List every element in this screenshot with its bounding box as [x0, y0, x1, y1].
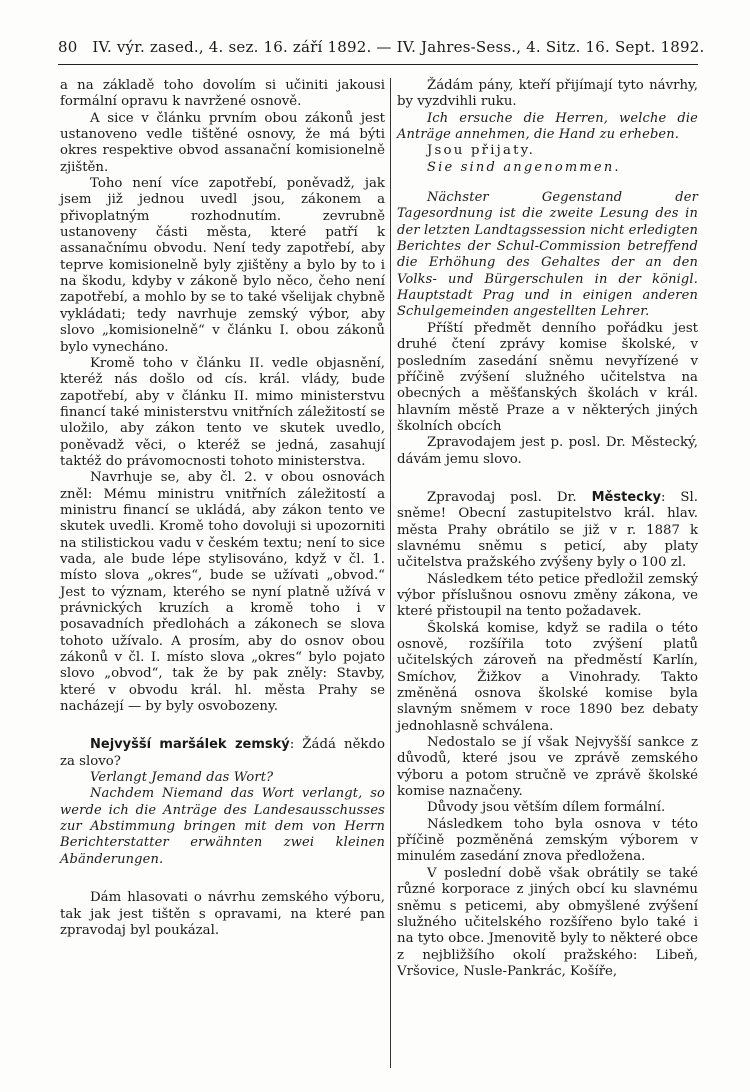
paragraph: Následkem této petice předložil zemský výbor příslušnou osnovu změny zákona, ve které přistoupil na tento požadavek. [397, 571, 698, 620]
paragraph: Navrhuje se, aby čl. 2. v obou osnovách zněl: Mému ministru vnitřních záležitostí a ministru financí se ukládá, aby zákon tento ve skutek uvedli. Kromě toho dovoluji si upozorniti na stilistickou vadu v českém textu; není to sice vada, ale bude lépe stylisováno, když v čl. 1. místo slova „okres“, bude se užívati „obvod.“ Jest to význam, kterého se nyní platně užívá v právnických kruzích a kromě toho i v posavadních předlohách a zákonech se slova tohoto užívalo. A prosím, aby do osnov obou zákonů v čl. I. místo slova „okres“ bylo pojato slovo „obvod“, tak že by pak zněly: Stavby, které v obvodu král. hl. města Prahy se nacházejí — by byly osvobozeny. [60, 470, 385, 715]
german-paragraph: Ich ersuche die Herren, welche die Anträge annehmen, die Hand zu erheben. [397, 110, 698, 143]
paragraph: Dám hlasovati o návrhu zemského výboru, tak jak jest tištěn s opravami, na které pan zpravodaj byl poukázal. [60, 890, 385, 938]
speaker-name: Nejvyšší maršálek zemský [90, 737, 290, 753]
column-divider [390, 78, 391, 1068]
speaker-text: : Sl. sněme! Obecní zastupitelstvo král. hlav. města Prahy obrátilo se již v r. 1887 k slavnému sněmu s peticí, aby platy učitelstva pražského zvýšeny byly o 100 zl. [397, 489, 698, 571]
paragraph: Žádám pány, kteří přijímají tyto návrhy, by vyzdvihli ruku. [397, 78, 698, 110]
paragraph: V poslední době však obrátily se také různé korporace z jiných obcí ku slavnému sněmu s peticemi, aby obmyšlené zvýšení služného učitelského rozšířeno bylo také i na tyto obce. Jmenovitě byly to některé obce z nejbližšího okolí pražského: Libeň, Vršovice, Nusle-Pankrác, Košíře, [397, 865, 698, 979]
paragraph: Kromě toho v článku II. vedle objasnění, kteréž nás došlo od cís. král. vlády, bude zapotřebí, aby v článku II. mimo ministerstvu financí také ministerstvu vnitřních záležitostí se uložilo, aby zákon tento ve skutek uvedlo, poněvadž věci, o kteréž se jedná, zasahují taktéž do právomocnosti tohoto ministerstva. [60, 355, 385, 469]
running-head: IV. výr. zased., 4. sez. 16. září 1892. — IV. Jahres-Sess., 4. Sitz. 16. Sept. 1892. [92, 38, 705, 56]
paragraph: Nedostalo se jí však Nejvyšší sankce z důvodů, které jsou ve zprávě zemského výboru a potom stručně ve zprávě školské komise naznačeny. [397, 735, 698, 800]
running-header [58, 38, 705, 56]
paragraph: Školská komise, když se radila o této osnově, rozšířila toto zvýšení platů učitelských zároveň na předměstí Karlín, Smíchov, Žižkov a Vinohrady. Takto změněná osnova školské komise byla slavným sněmem v roce 1890 bez debaty jednohlasně schválena. [397, 620, 698, 734]
header-rule [58, 64, 698, 65]
paragraph: Toho není více zapotřebí, poněvadž, jak jsem již jednou uvedl jsou, zákonem a přivoplatným rozhodnutím. zevrubně ustanoveny části města, které patří k assanačnímu obvodu. Není tedy zapotřebí, aby teprve komisionelně byly zjištěny a bylo by to i na škodu, kdyby v zákoně bylo něco, čeho není zapotřebí, a mohlo by se to také všelijak chybně vykládati; tedy navrhuje zemský výbor, aby slovo „komisionelně“ v článku I. obou zákonů bylo vynecháno. [60, 176, 385, 355]
speaker-text: : Žádá někdo za slovo? [60, 737, 386, 769]
paragraph: A sice v článku prvním obou zákonů jest ustanoveno vedle tištěné osnovy, že má býti okres respektive obvod assanační komisionelně zjištěn. [60, 110, 385, 175]
accepted-note-de: Sie sind angenommen. [427, 159, 621, 175]
german-paragraph: Nachdem Niemand das Wort verlangt, so werde ich die Anträge des Landesausschusses zur Abstimmung bringen mit dem von Herrn Berichterstatter erwähnten zwei kleinen Abänderungen. [60, 786, 385, 867]
page-number: 80 [58, 38, 78, 56]
paragraph: Příští předmět denního pořádku jest druhé čtení zprávy komise školské, v posledním zasedání sněmu nevyřízené v příčině zvýšení služného učitelstva na obecných a měšťanských školách v král. hlavním městě Praze a v některých jiných školních obcích [397, 320, 698, 434]
accepted-note-cz: Jsou přijaty. [427, 143, 536, 159]
paragraph: Důvody jsou větším dílem formální. [427, 800, 666, 816]
speaker-name: Městecky [591, 489, 661, 505]
speaker-paragraph [397, 490, 698, 572]
german-paragraph: Nächster Gegenstand der Tagesordnung ist die zweite Lesung des in der letzten Landtagssession nicht erledigten Berichtes der Schul-Commission betreffend die Erhöhung des Gehaltes der an den Volks- und Bürgerschulen in der königl. Hauptstadt Prag und in einigen anderen Schulgemeinden angestellten Lehrer. [397, 190, 698, 320]
left-column [60, 78, 385, 939]
paragraph: a na základě toho dovolím si učiniti jakousi formální opravu k navržené osnově. [60, 78, 385, 110]
speaker-paragraph [60, 737, 385, 770]
paragraph: Následkem toho byla osnova v této příčině pozměněná zemským výborem v minulém zasedání znova předložena. [397, 816, 698, 865]
speaker-prefix: Zpravodaj posl. Dr. [427, 489, 592, 505]
german-paragraph: Verlangt Jemand das Wort? [90, 770, 274, 786]
right-column [397, 78, 698, 980]
paragraph: Zpravodajem jest p. posl. Dr. Městecký, dávám jemu slovo. [397, 435, 698, 467]
